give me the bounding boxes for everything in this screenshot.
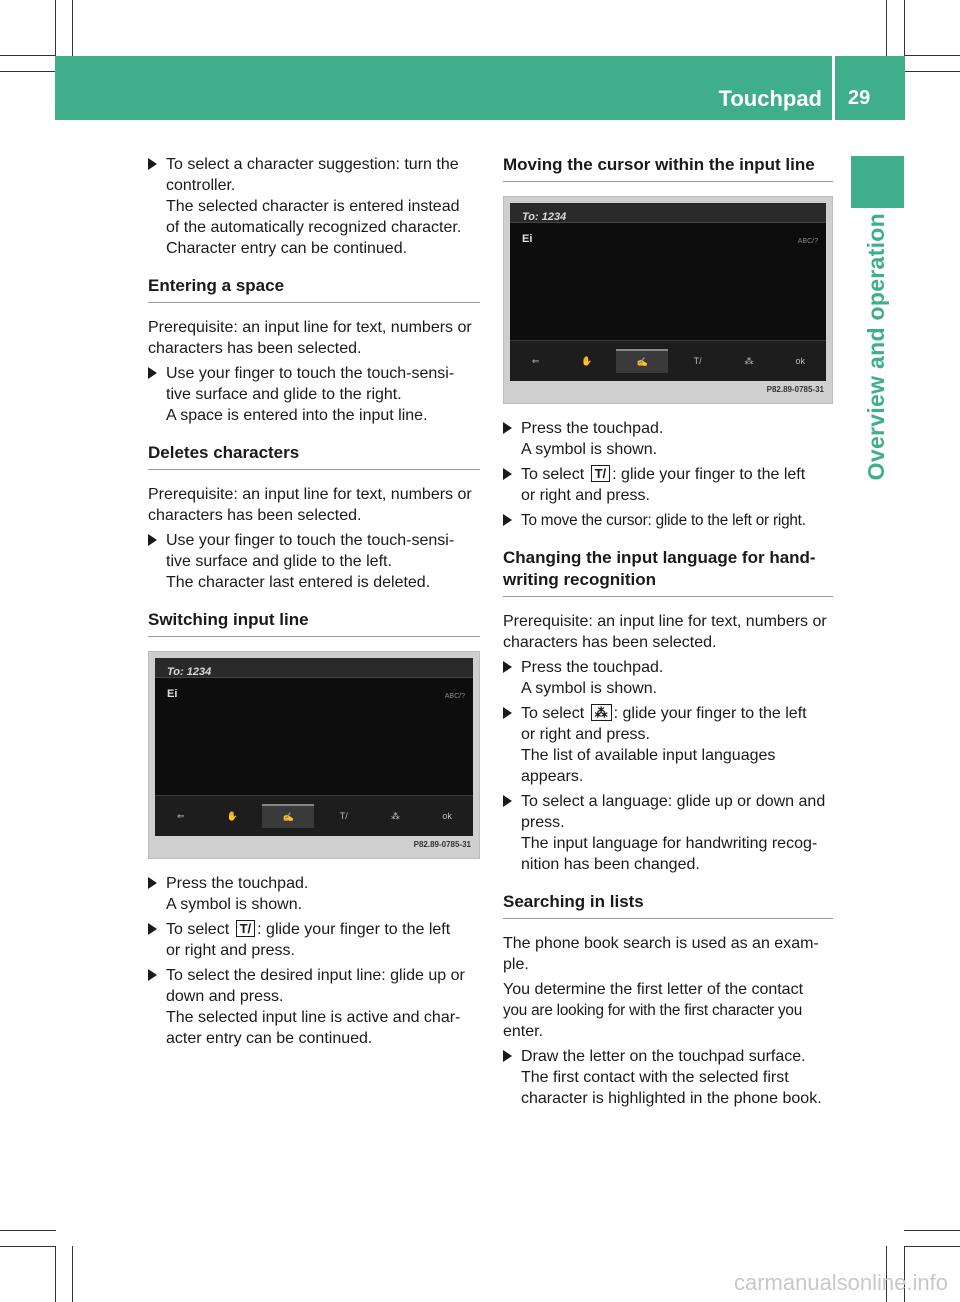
cursor-symbol-icon: T/	[591, 465, 611, 482]
section-heading: Switching input line	[148, 609, 480, 637]
section-heading: Entering a space	[148, 275, 480, 303]
display-screen	[510, 203, 826, 381]
crop-mark	[0, 1230, 56, 1231]
list-item: To select T/ : glide your finger to the left or right and press.	[503, 464, 833, 506]
crop-mark	[55, 0, 56, 56]
hand-icon: ✋	[581, 355, 593, 366]
figure-reference: P82.89-0785-31	[413, 840, 471, 849]
pen-icon: ✍	[616, 349, 668, 373]
pen-icon: ✍	[262, 804, 314, 828]
hand-icon: ✋	[226, 810, 239, 821]
section-heading: Changing the input language for hand- writing recognition	[503, 547, 833, 597]
crop-mark	[904, 1246, 960, 1247]
list-item: Press the touchpad. A symbol is shown.	[503, 657, 833, 699]
crop-mark	[0, 1246, 56, 1247]
crop-mark	[0, 71, 56, 72]
section-heading: Searching in lists	[503, 891, 833, 919]
screen-toolbar	[510, 340, 826, 381]
list-item: To select the desired input line: glide up or down and press. The selected input line is active and char- acter entry can be continued.	[148, 965, 480, 1049]
list-item: To select a language: glide up or down and press. The input language for handwriting recog- nition has been changed.	[503, 791, 833, 875]
prerequisite: Prerequisite: an input line for text, numbers or characters has been selected.	[148, 486, 472, 524]
arrow-icon	[503, 422, 512, 434]
mode-indicator: ABC/?	[444, 693, 465, 700]
arrow-icon	[503, 661, 512, 673]
crop-mark	[886, 0, 887, 56]
crop-mark	[904, 1230, 960, 1231]
crop-mark	[904, 55, 960, 56]
ok-icon: ok	[795, 355, 806, 366]
prerequisite: Prerequisite: an input line for text, numbers or characters has been selected.	[148, 319, 472, 357]
crop-mark	[72, 1246, 73, 1302]
paragraph: The phone book search is used as an exam- ple.	[503, 935, 819, 973]
input-char: Ei	[522, 233, 533, 245]
crop-mark	[904, 71, 960, 72]
section-heading: Deletes characters	[148, 442, 480, 470]
list-item: Press the touchpad. A symbol is shown.	[503, 418, 833, 460]
crop-mark	[904, 0, 905, 56]
section-heading: Moving the cursor within the input line	[503, 154, 833, 182]
to-field: To: 1234	[522, 211, 567, 223]
language-icon: ⁂	[390, 810, 400, 821]
arrow-icon	[148, 969, 157, 981]
mode-indicator: ABC/?	[797, 238, 818, 245]
arrow-icon	[148, 923, 157, 935]
arrow-icon	[148, 877, 157, 889]
prerequisite: Prerequisite: an input line for text, numbers or characters has been selected.	[503, 613, 827, 651]
language-icon: ⁂	[744, 355, 754, 366]
arrow-icon	[148, 534, 157, 546]
screen-figure	[503, 196, 833, 404]
figure-reference: P82.89-0785-31	[766, 385, 824, 394]
cursor-icon: T/	[693, 355, 702, 366]
header-divider	[832, 56, 835, 120]
side-tab-block	[851, 156, 904, 208]
input-char: Ei	[167, 688, 178, 700]
screen-toolbar	[155, 795, 473, 836]
list-item: Use your finger to touch the touch-sensi- tive surface and glide to the left. The character last entered is deleted.	[148, 530, 480, 593]
list-item: To select T/ : glide your finger to the left or right and press.	[148, 919, 480, 961]
left-column	[148, 154, 480, 1053]
page-number: 29	[848, 87, 871, 109]
list-item: Draw the letter on the touchpad surface. The first contact with the selected first character is highlighted in the phone book.	[503, 1046, 833, 1109]
side-tab-label: Overview and operation	[862, 213, 889, 481]
arrow-icon	[148, 367, 157, 379]
arrow-icon	[503, 707, 512, 719]
list-item: Use your finger to touch the touch-sensi- tive surface and glide to the right. A space is entered into the input line.	[148, 363, 480, 426]
arrow-icon	[503, 468, 512, 480]
list-item: To select a character suggestion: turn the controller. The selected character is entered instead of the automatically recognized character. Character entry can be continued.	[148, 154, 480, 259]
cursor-icon: T/	[339, 810, 348, 821]
screen-figure	[148, 651, 480, 859]
paragraph: You determine the first letter of the contact you are looking for with the first character you enter.	[503, 981, 804, 1040]
display-screen	[155, 658, 473, 836]
language-symbol-icon: ⁂	[591, 704, 612, 721]
list-item: To move the cursor: glide to the left or right.	[503, 510, 833, 531]
crop-mark	[55, 1246, 56, 1302]
list-item: To select ⁂ : glide your finger to the left or right and press. The list of available input languages appears.	[503, 703, 833, 787]
arrow-icon	[148, 158, 157, 170]
page-title: Touchpad	[718, 86, 822, 111]
back-icon: ⇐	[531, 355, 540, 366]
crop-mark	[0, 55, 56, 56]
ok-icon: ok	[442, 810, 452, 821]
arrow-icon	[503, 1050, 512, 1062]
side-tab	[847, 213, 905, 683]
arrow-icon	[503, 795, 512, 807]
back-icon: ⇐	[177, 810, 185, 821]
cursor-symbol-icon: T/	[236, 920, 256, 937]
to-field: To: 1234	[167, 666, 212, 678]
right-column	[503, 154, 833, 1113]
arrow-icon	[503, 514, 512, 526]
watermark: carmanualsonline.info	[733, 1270, 948, 1295]
list-item: Press the touchpad. A symbol is shown.	[148, 873, 480, 915]
crop-mark	[72, 0, 73, 56]
